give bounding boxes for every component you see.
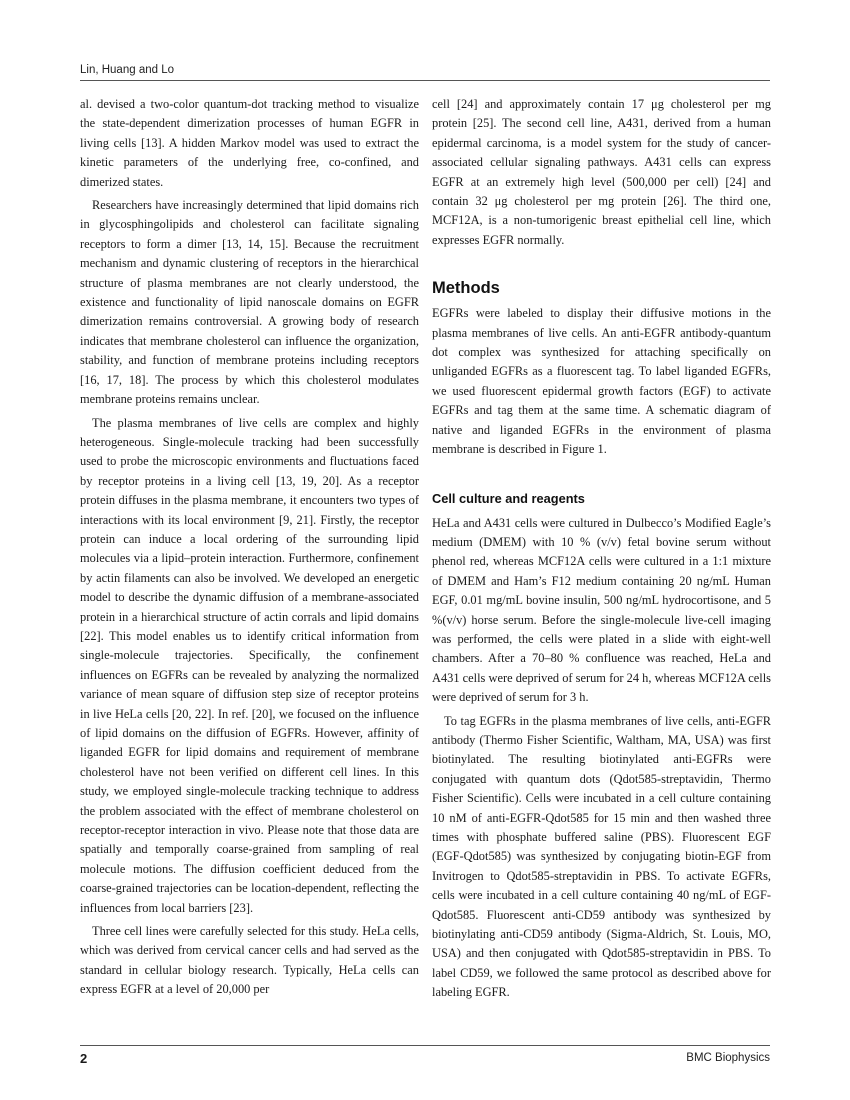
methods-heading: Methods <box>432 279 500 298</box>
body-paragraph: Researchers have increasingly determined that lipid domains rich in glycosphingolipids and cholesterol can facilitate signaling receptors to form a dimer [13, 14, 15]. Because the recruitment mechanism and dynamic clustering of receptors in the hierarchical structure of plasma membranes are not clearly understood, the existence and functionality of lipid nanoscale domains on EGFR dimerization remains controversial. A growing body of research indicates that membrane cholesterol can influence the organization, stability, and function of membrane proteins including receptors [16, 17, 18]. The process by which this cholesterol modulates membrane proteins remains unclear. <box>80 198 419 407</box>
body-paragraph: cell [24] and approximately contain 17 μg cholesterol per mg protein [25]. The second cell line, A431, derived from a human epidermal carcinoma, is a model system for the study of cancer-associated cellular signaling pathways. A431 cells can express EGFR at an extremely high level (500,000 per cell) [24] and contain 32 μg cholesterol per mg protein [26]. The third one, MCF12A, is a non-tumorigenic breast epithelial cell line, which expresses EGFR normally. <box>432 97 771 247</box>
body-paragraph: Three cell lines were carefully selected for this study. HeLa cells, which was derived from cervical cancer cells and had served as the standard in cellular biology research. Typically, HeLa cells can express EGFR at a level of 20,000 per <box>80 924 419 997</box>
right-column <box>432 95 771 1003</box>
footer-rule <box>80 1045 770 1046</box>
journal-name: BMC Biophysics <box>686 1052 770 1064</box>
body-paragraph: al. devised a two-color quantum-dot tracking method to visualize the state-dependent dimerization processes of human EGFR in living cells [13]. A hidden Markov model was used to extract the kinetic parameters of the underlying free, co-confined, and dimerized states. <box>80 97 419 189</box>
body-paragraph: EGFRs were labeled to display their diffusive motions in the plasma membranes of live cells. An anti-EGFR antibody-quantum dot complex was synthesized for attaching specifically on unliganded EGFRs as a fluorescent tag. To label liganded EGFRs, we used fluorescent epidermal growth factors (EGF) to activate EGFRs and tag them at the same time. A schematic diagram of native and liganded EGFRs in the environment of plasma membrane is described in Figure 1. <box>432 306 771 457</box>
running-head: Lin, Huang and Lo <box>80 64 174 76</box>
body-paragraph: The plasma membranes of live cells are complex and highly heterogeneous. Single-molecule tracking had been successfully used to probe the microscopic environments and fluctuations faced by receptor proteins in a living cell [13, 19, 20]. As a receptor protein diffuses in the plasma membrane, it encounters two types of interactions with its local environment [9, 21]. Firstly, the receptor protein can induce a local ordering of the surrounding lipid molecules via a lipid–protein interaction. Furthermore, confinement by actin filaments can also be involved. We developed an energetic model to describe the dynamic diffusion of a membrane-associated protein in a hierarchical structure of actin corrals and lipid domains [22]. This model enables us to identify critical information from single-molecule trajectories. Specifically, the confinement influences on EGFRs can be revealed by analyzing the normalized variance of mean square of diffusion step size of receptor proteins in live HeLa cells [20, 22]. In ref. [20], we focused on the influence of lipid domains on the diffusion of EGFRs. However, affinity of liganded EGFR for lipid domains and requirement of membrane cholesterol have not been verified on different cell lines. In this study, we employed single-molecule tracking technique to address the problem associated with the effect of membrane cholesterol on receptor-receptor interaction in vivo. Please note that those data are spatially and temporally coarse-grained from sampling of real molecule motions. The diffusion coefficient deduced from the coarse-grained trajectories can be location-dependent, reflecting the influences from local barriers [23]. <box>80 415 419 915</box>
body-paragraph: HeLa and A431 cells were cultured in Dulbecco’s Modified Eagle’s medium (DMEM) with 10 % (v/v) fetal bovine serum without phenol red, whereas MCF12A cells were cultured in a 1:1 mixture of DMEM and Ham’s F12 medium containing 20 ng/mL Human EGF, 0.01 mg/mL bovine insulin, 500 ng/mL hydrocortisone, and 5 %(v/v) horse serum. Before the single-molecule live-cell imaging was performed, the cells were plated in a slide with eight-well chambers. After a 70–80 % confluence was reached, HeLa and A431 cells were deprived of serum for 24 h, whereas MCF12A cells were deprived of serum for 3 h. <box>432 515 771 705</box>
page-number: 2 <box>80 1051 88 1066</box>
cell-culture-heading: Cell culture and reagents <box>432 490 585 506</box>
body-paragraph: To tag EGFRs in the plasma membranes of live cells, anti-EGFR antibody (Thermo Fisher Scientific, Waltham, MA, USA) was first biotinylated. The resulting biotinylated anti-EGFRs were conjugated with quantum dots (Qdot585-streptavidin, Thermo Fisher Scientific). Cells were incubated in a cell culture containing 10 nM of anti-EGFR-Qdot585 for 15 min and then washed three times with phosphate buffered saline (PBS). Fluorescent EGF (EGF-Qdot585) was synthesized by conjugating biotin-EGF from Invitrogen to Qdot585-streptavidin in PBS. To activate EGFRs, cells were incubated in a cell culture containing 40 ng/mL of EGF-Qdot585. Fluorescent anti-CD59 antibody was synthesized by biotinylating anti-CD59 antibody (Sigma-Aldrich, St. Louis, MO, USA) and then conjugated with Qdot585-streptavidin in PBS. To label CD59, we followed the same protocol as described above for labeling EGFR. <box>432 713 771 1000</box>
header-rule <box>80 80 770 81</box>
left-column <box>80 95 419 1000</box>
